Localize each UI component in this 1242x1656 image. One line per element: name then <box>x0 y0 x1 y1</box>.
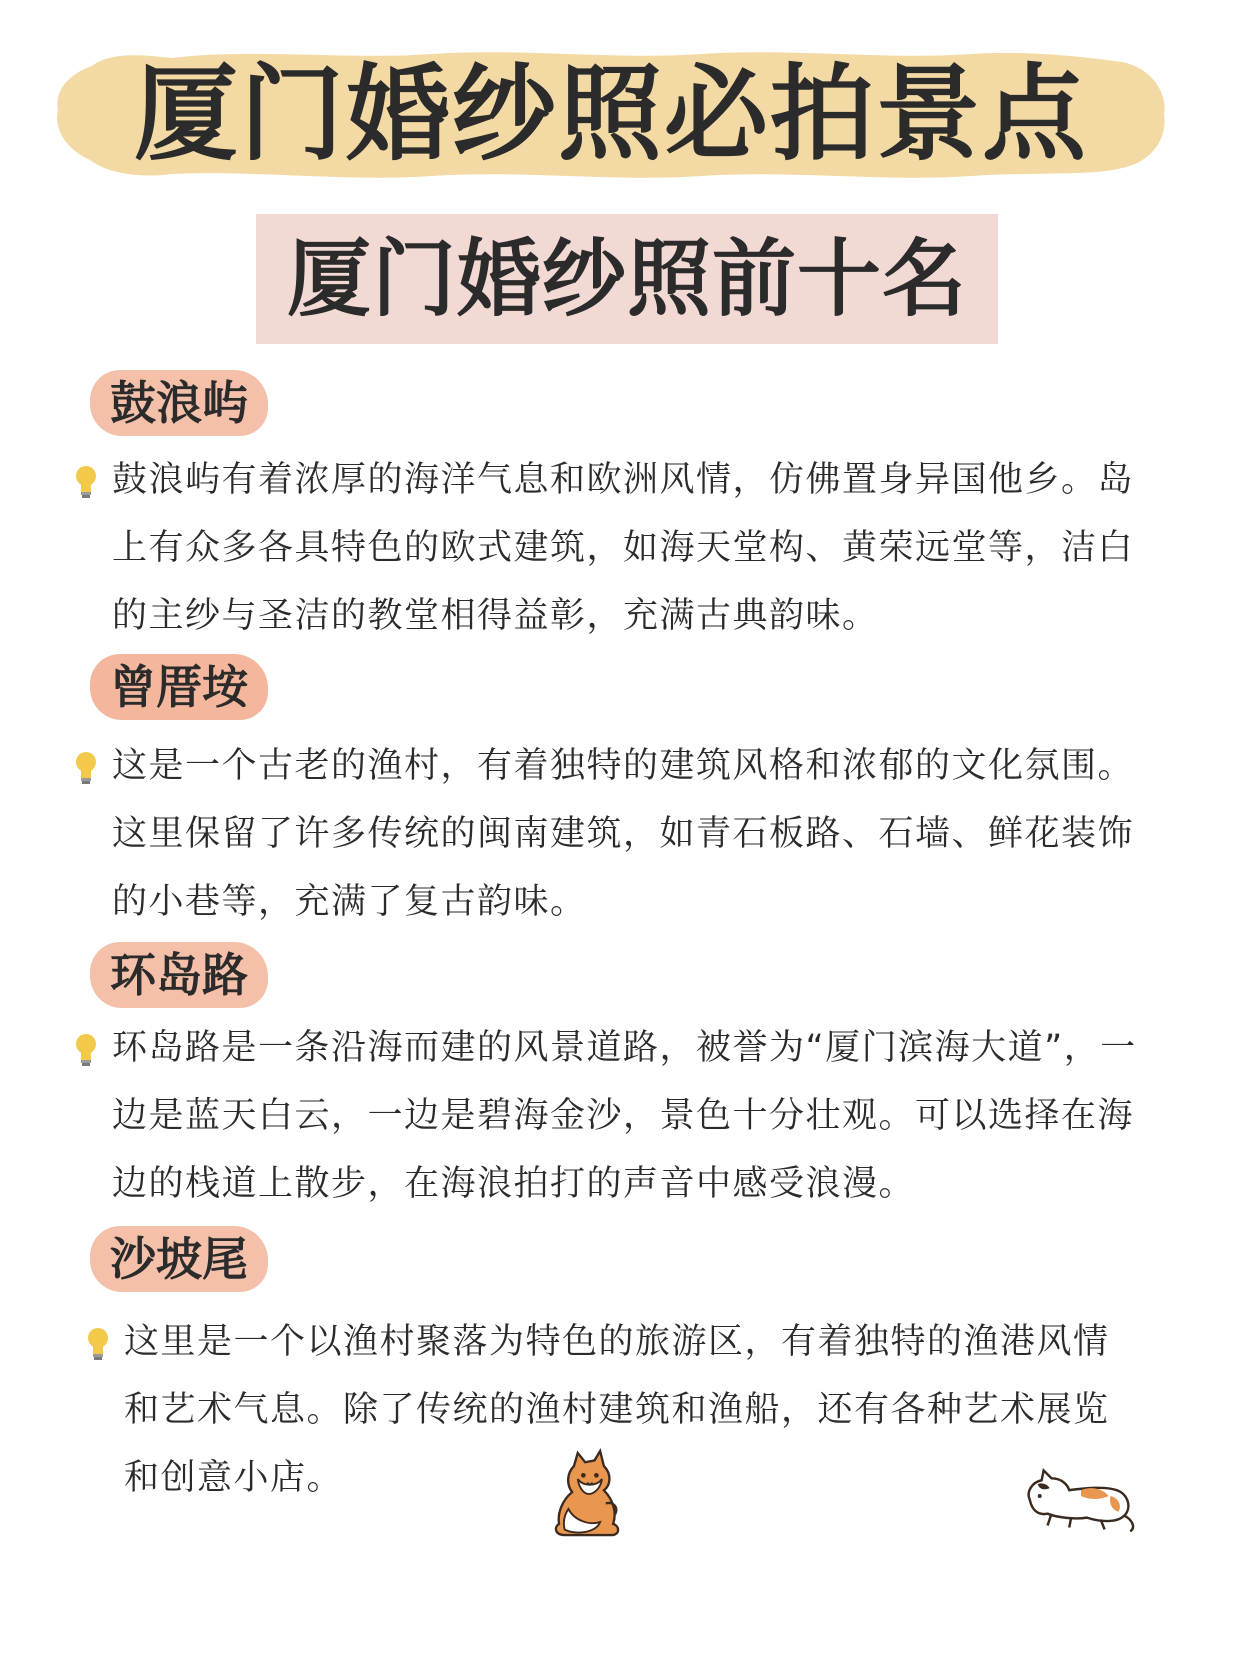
main-title-banner <box>52 48 1170 180</box>
spot-tag-shapowei: 沙坡尾 <box>90 1226 268 1292</box>
spot-tag-zengcuoan: 曾厝垵 <box>90 654 268 720</box>
spot-description-shapowei: 这里是一个以渔村聚落为特色的旅游区，有着独特的渔港风情和艺术气息。除了传统的渔村建筑和渔船，还有各种艺术展览和创意小店。 <box>124 1322 1110 1498</box>
calico-cat-illustration <box>1022 1456 1140 1536</box>
spot-description-zengcuoan: 这是一个古老的渔村，有着独特的建筑风格和浓郁的文化氛围。这里保留了许多传统的闽南建筑，如青石板路、石墙、鲜花装饰的小巷等，充满了复古韵味。 <box>112 746 1135 922</box>
spot-tag-gulangyu: 鼓浪屿 <box>90 370 268 436</box>
lightbulb-icon <box>74 1032 98 1068</box>
page-title: 厦门婚纱照必拍景点 <box>133 53 1088 175</box>
page-subtitle: 厦门婚纱照前十名 <box>286 230 967 328</box>
spot-tag-huandaolu: 环岛路 <box>90 942 268 1008</box>
lightbulb-icon <box>86 1326 110 1362</box>
shiba-dog-illustration <box>546 1446 630 1542</box>
lightbulb-icon <box>74 750 98 786</box>
spot-description-gulangyu: 鼓浪屿有着浓厚的海洋气息和欧洲风情，仿佛置身异国他乡。岛上有众多各具特色的欧式建筑，如海天堂构、黄荣远堂等，洁白的主纱与圣洁的教堂相得益彰，充满古典韵味。 <box>112 460 1135 636</box>
subtitle-banner <box>256 214 998 344</box>
spot-description-huandaolu: 环岛路是一条沿海而建的风景道路，被誉为“厦门滨海大道”，一边是蓝天白云，一边是碧海金沙，景色十分壮观。可以选择在海边的栈道上散步，在海浪拍打的声音中感受浪漫。 <box>112 1028 1137 1204</box>
lightbulb-icon <box>74 464 98 500</box>
